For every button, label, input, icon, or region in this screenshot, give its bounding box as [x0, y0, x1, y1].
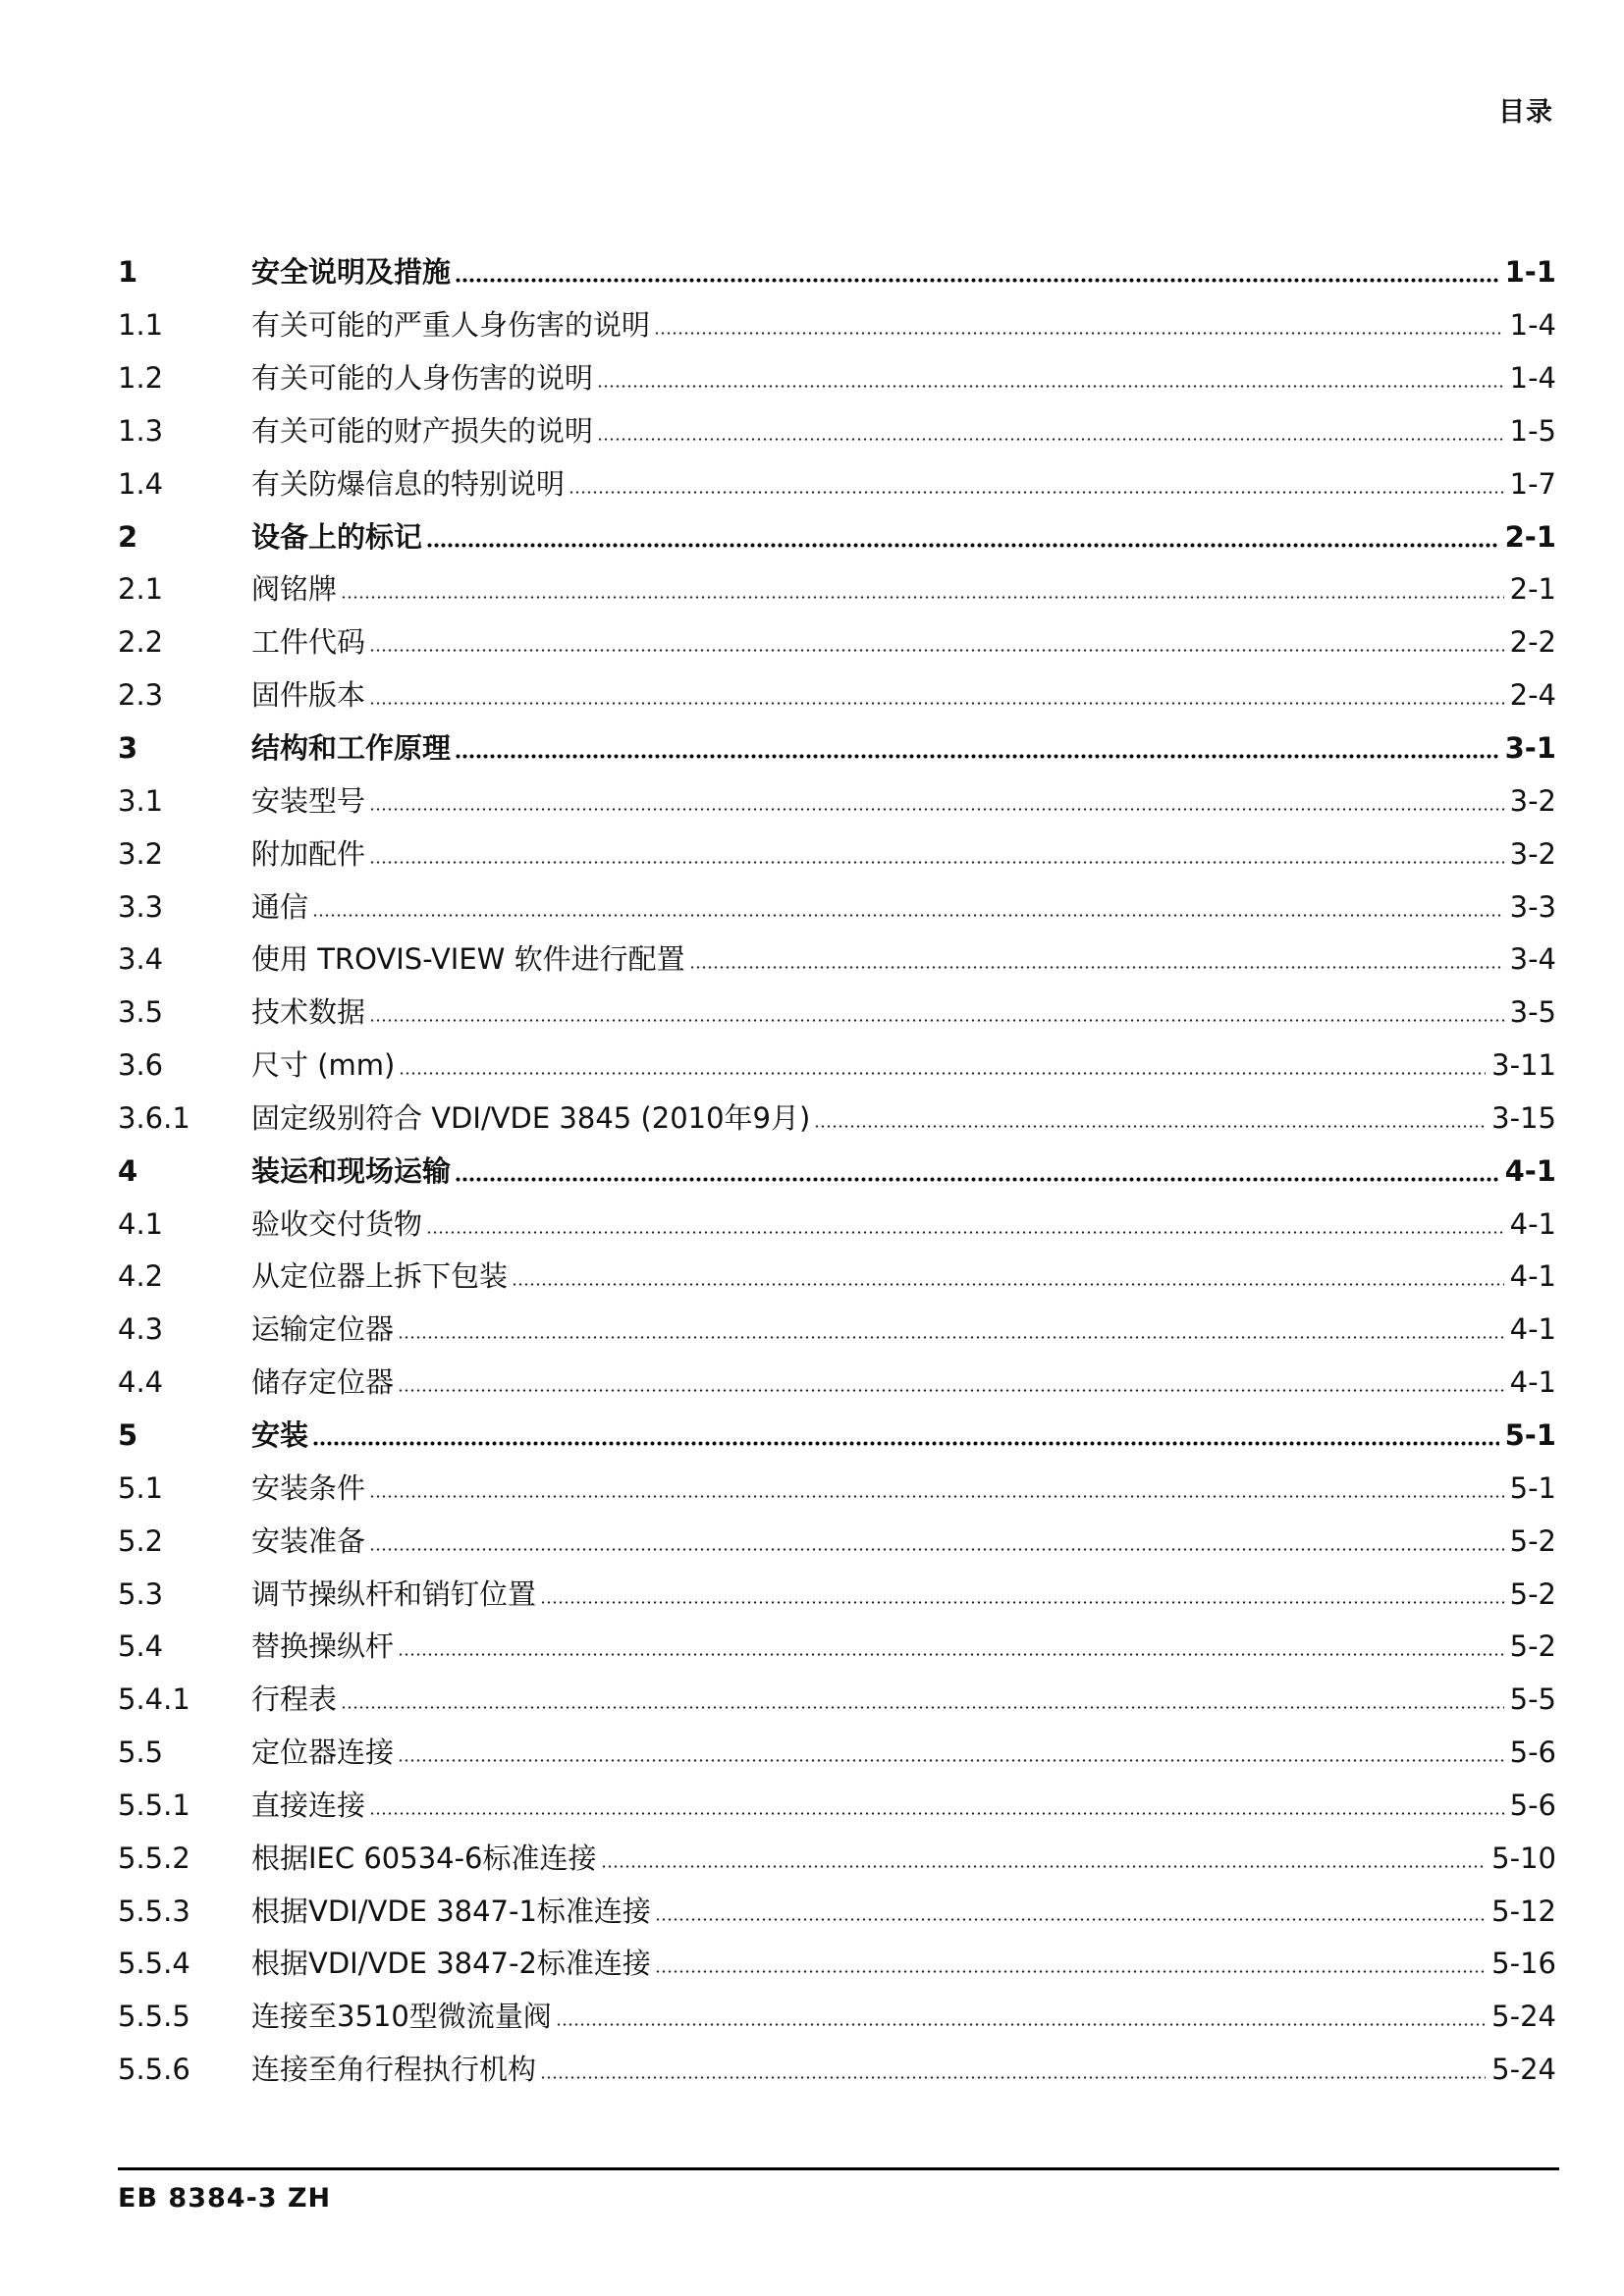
- toc-entry-title: 安装型号: [251, 783, 366, 818]
- toc-entry-number: 3: [118, 731, 138, 766]
- toc-entry-title: 使用 TROVIS-VIEW 软件进行配置: [251, 942, 685, 977]
- toc-entry-number: 3.3: [118, 889, 164, 924]
- toc-entry-page: 1-4: [1509, 361, 1556, 396]
- toc-entry-title: 有关可能的人身伤害的说明: [251, 361, 594, 396]
- toc-entry-page: 5-24: [1491, 2000, 1556, 2034]
- toc-entry[interactable]: [118, 405, 1556, 458]
- toc-dot-leader: [512, 1283, 1504, 1286]
- toc-entry-page: 5-1: [1509, 1470, 1556, 1505]
- toc-entry-number: 4.2: [118, 1259, 164, 1294]
- toc-entry-title: 有关可能的严重人身伤害的说明: [251, 308, 651, 343]
- toc-dot-leader: [601, 1865, 1487, 1868]
- toc-dot-leader: [341, 1706, 1504, 1709]
- toc-entry-title: 尺寸 (mm): [251, 1048, 396, 1083]
- toc-entry-number: 5.5.6: [118, 2053, 190, 2087]
- toc-entry-number: 2.2: [118, 625, 164, 660]
- toc-entry[interactable]: [118, 1198, 1556, 1251]
- toc-dot-leader: [312, 914, 1504, 917]
- toc-dot-leader: [597, 438, 1504, 441]
- toc-dot-leader: [399, 1072, 1486, 1075]
- toc-entry-title: 附加配件: [251, 836, 366, 871]
- toc-entry-page: 5-16: [1491, 1947, 1556, 1981]
- toc-entry-title: 定位器连接: [251, 1735, 395, 1770]
- toc-entry-page: 1-4: [1509, 308, 1556, 343]
- toc-entry-page: 5-12: [1491, 1894, 1556, 1928]
- footer-divider: [118, 2167, 1559, 2170]
- toc-entry[interactable]: [118, 881, 1556, 934]
- toc-entry-number: 5.5.5: [118, 2000, 190, 2034]
- toc-dot-leader: [369, 861, 1504, 864]
- toc-dot-leader: [341, 596, 1504, 599]
- toc-dot-leader: [426, 543, 1499, 548]
- toc-entry-title: 工件代码: [251, 625, 366, 660]
- toc-entry[interactable]: [118, 2044, 1556, 2097]
- toc-entry-title: 通信: [251, 889, 309, 924]
- document-code: EB 8384-3 ZH: [118, 2183, 332, 2214]
- toc-entry-page: 3-5: [1509, 995, 1556, 1030]
- toc-entry-title: 运输定位器: [251, 1312, 395, 1347]
- toc-entry-title: 验收交付货物: [251, 1206, 423, 1241]
- toc-entry[interactable]: [118, 352, 1556, 405]
- toc-entry-title: 根据VDI/VDE 3847-1标准连接: [251, 1894, 651, 1928]
- toc-entry[interactable]: [118, 1885, 1556, 1938]
- toc-chapter-entry[interactable]: [118, 1410, 1556, 1463]
- toc-dot-leader: [655, 1970, 1486, 1973]
- toc-entry-title: 装运和现场运输: [251, 1153, 452, 1188]
- toc-entry-number: 5.1: [118, 1470, 164, 1505]
- toc-entry[interactable]: [118, 1727, 1556, 1780]
- toc-entry-title: 行程表: [251, 1682, 338, 1717]
- toc-entry-number: 4: [118, 1153, 138, 1188]
- toc-entry-page: 5-1: [1504, 1417, 1556, 1452]
- toc-entry-page: 4-1: [1509, 1206, 1556, 1241]
- toc-entry-title: 从定位器上拆下包装: [251, 1259, 509, 1294]
- toc-entry-number: 5.5.1: [118, 1788, 190, 1822]
- toc-entry-title: 固件版本: [251, 678, 366, 713]
- toc-entry-title: 调节操纵杆和销钉位置: [251, 1576, 537, 1611]
- toc-entry-number: 4.3: [118, 1312, 164, 1347]
- toc-dot-leader: [369, 1812, 1504, 1815]
- toc-entry-page: 5-5: [1509, 1682, 1556, 1717]
- toc-entry-title: 安装准备: [251, 1523, 366, 1558]
- toc-entry-number: 4.1: [118, 1206, 164, 1241]
- toc-entry-title: 安全说明及措施: [251, 255, 452, 290]
- toc-entry-number: 1.1: [118, 308, 164, 343]
- toc-dot-leader: [426, 1231, 1504, 1234]
- toc-entry[interactable]: [118, 1621, 1556, 1674]
- toc-entry-number: 3.6: [118, 1048, 164, 1083]
- toc-dot-leader: [655, 1918, 1486, 1921]
- toc-entry-page: 4-1: [1509, 1365, 1556, 1400]
- toc-entry-page: 5-24: [1491, 2053, 1556, 2087]
- toc-entry[interactable]: [118, 1779, 1556, 1832]
- toc-entry[interactable]: [118, 457, 1556, 510]
- toc-entry-title: 储存定位器: [251, 1365, 395, 1400]
- toc-dot-leader: [369, 1019, 1504, 1022]
- toc-dot-leader: [689, 966, 1504, 969]
- toc-entry[interactable]: [118, 1462, 1556, 1515]
- toc-entry-page: 5-2: [1509, 1629, 1556, 1664]
- toc-entry-page: 3-15: [1491, 1100, 1556, 1135]
- toc-entry-page: 3-11: [1491, 1048, 1556, 1083]
- toc-entry-page: 4-1: [1504, 1153, 1556, 1188]
- toc-entry-number: 3.6.1: [118, 1100, 190, 1135]
- toc-entry-page: 1-5: [1509, 413, 1556, 448]
- toc-entry-title: 技术数据: [251, 995, 366, 1030]
- toc-entry-title: 安装条件: [251, 1470, 366, 1505]
- toc-entry-page: 4-1: [1509, 1312, 1556, 1347]
- toc-entry[interactable]: [118, 1251, 1556, 1304]
- toc-entry[interactable]: [118, 1357, 1556, 1410]
- toc-entry-number: 5.5.4: [118, 1947, 190, 1981]
- toc-entry-number: 3.5: [118, 995, 164, 1030]
- toc-chapter-entry[interactable]: [118, 1145, 1556, 1198]
- toc-entry[interactable]: [118, 1674, 1556, 1727]
- toc-dot-leader: [597, 385, 1504, 388]
- toc-dot-leader: [654, 332, 1504, 335]
- toc-entry-page: 3-2: [1509, 783, 1556, 818]
- toc-entry-number: 5.3: [118, 1576, 164, 1611]
- toc-dot-leader: [398, 1336, 1504, 1339]
- toc-entry-page: 2-2: [1509, 625, 1556, 660]
- toc-chapter-entry[interactable]: [118, 722, 1556, 775]
- toc-entry-title: 直接连接: [251, 1788, 366, 1822]
- table-of-contents: [118, 246, 1556, 2097]
- toc-entry-number: 1.2: [118, 361, 164, 396]
- toc-entry-number: 5.5.2: [118, 1841, 190, 1875]
- toc-entry-number: 1.4: [118, 466, 164, 501]
- toc-entry-title: 根据VDI/VDE 3847-2标准连接: [251, 1947, 651, 1981]
- toc-dot-leader: [398, 1759, 1504, 1762]
- toc-chapter-entry[interactable]: [118, 510, 1556, 563]
- toc-entry-number: 3.1: [118, 783, 164, 818]
- toc-entry-number: 3.4: [118, 942, 164, 977]
- toc-entry-number: 1: [118, 255, 138, 290]
- toc-entry-title: 结构和工作原理: [251, 731, 452, 766]
- toc-dot-leader: [540, 2076, 1486, 2079]
- toc-entry[interactable]: [118, 563, 1556, 616]
- toc-entry-page: 3-3: [1509, 889, 1556, 924]
- toc-entry-page: 4-1: [1509, 1259, 1556, 1294]
- toc-entry-title: 连接至3510型微流量阀: [251, 2000, 552, 2034]
- toc-entry-page: 3-2: [1509, 836, 1556, 871]
- toc-dot-leader: [455, 278, 1499, 283]
- toc-entry[interactable]: [118, 1938, 1556, 1991]
- toc-entry[interactable]: [118, 987, 1556, 1040]
- toc-dot-leader: [556, 2023, 1486, 2026]
- toc-entry-title: 替换操纵杆: [251, 1629, 395, 1664]
- page-header-title: 目录: [1498, 97, 1553, 128]
- toc-entry[interactable]: [118, 669, 1556, 722]
- toc-entry-page: 1-1: [1504, 255, 1556, 290]
- toc-entry-page: 3-4: [1509, 942, 1556, 977]
- toc-dot-leader: [369, 1495, 1504, 1498]
- toc-chapter-entry[interactable]: [118, 246, 1556, 299]
- toc-entry-number: 2: [118, 519, 138, 554]
- toc-entry-title: 安装: [251, 1417, 309, 1452]
- toc-dot-leader: [369, 649, 1504, 652]
- toc-dot-leader: [312, 1441, 1499, 1446]
- toc-dot-leader: [455, 754, 1499, 759]
- toc-dot-leader: [540, 1601, 1504, 1604]
- toc-dot-leader: [568, 491, 1504, 494]
- toc-entry-page: 5-2: [1509, 1576, 1556, 1611]
- toc-entry-page: 5-10: [1491, 1841, 1556, 1875]
- toc-entry-number: 5.4.1: [118, 1682, 190, 1717]
- toc-entry-title: 固定级别符合 VDI/VDE 3845 (2010年9月): [251, 1100, 811, 1135]
- toc-entry[interactable]: [118, 1304, 1556, 1357]
- toc-entry-number: 5.5: [118, 1735, 164, 1770]
- toc-entry-title: 阀铭牌: [251, 572, 338, 607]
- toc-entry-page: 3-1: [1504, 731, 1556, 766]
- toc-entry-page: 5-6: [1509, 1788, 1556, 1822]
- toc-entry[interactable]: [118, 828, 1556, 881]
- toc-entry-page: 2-1: [1509, 572, 1556, 607]
- toc-entry-title: 设备上的标记: [251, 519, 423, 554]
- toc-entry-number: 2.3: [118, 678, 164, 713]
- toc-dot-leader: [398, 1653, 1504, 1656]
- toc-entry-number: 3.2: [118, 836, 164, 871]
- toc-entry-title: 有关防爆信息的特别说明: [251, 466, 566, 501]
- toc-entry-title: 连接至角行程执行机构: [251, 2053, 537, 2087]
- toc-entry-page: 5-2: [1509, 1523, 1556, 1558]
- toc-dot-leader: [455, 1177, 1499, 1182]
- toc-entry-number: 5.2: [118, 1523, 164, 1558]
- toc-entry-title: 有关可能的财产损失的说明: [251, 413, 594, 448]
- toc-entry[interactable]: [118, 1040, 1556, 1093]
- toc-entry-page: 2-4: [1509, 678, 1556, 713]
- toc-entry[interactable]: [118, 934, 1556, 987]
- toc-entry-title: 根据IEC 60534-6标准连接: [251, 1841, 597, 1875]
- toc-entry-number: 5: [118, 1417, 138, 1452]
- toc-dot-leader: [369, 702, 1504, 705]
- toc-entry-page: 2-1: [1504, 519, 1556, 554]
- toc-dot-leader: [369, 1548, 1504, 1551]
- toc-entry-page: 5-6: [1509, 1735, 1556, 1770]
- toc-dot-leader: [369, 808, 1504, 811]
- toc-entry[interactable]: [118, 1093, 1556, 1146]
- toc-entry-number: 2.1: [118, 572, 164, 607]
- toc-entry[interactable]: [118, 1991, 1556, 2044]
- toc-entry[interactable]: [118, 1515, 1556, 1568]
- toc-entry-number: 1.3: [118, 413, 164, 448]
- toc-entry[interactable]: [118, 1832, 1556, 1885]
- toc-entry-number: 5.4: [118, 1629, 164, 1664]
- toc-entry[interactable]: [118, 616, 1556, 669]
- toc-dot-leader: [398, 1389, 1504, 1392]
- toc-entry-number: 5.5.3: [118, 1894, 190, 1928]
- toc-entry-page: 1-7: [1509, 466, 1556, 501]
- toc-entry-number: 4.4: [118, 1365, 164, 1400]
- toc-entry[interactable]: [118, 774, 1556, 828]
- toc-dot-leader: [814, 1125, 1486, 1128]
- toc-entry[interactable]: [118, 299, 1556, 352]
- toc-entry[interactable]: [118, 1568, 1556, 1621]
